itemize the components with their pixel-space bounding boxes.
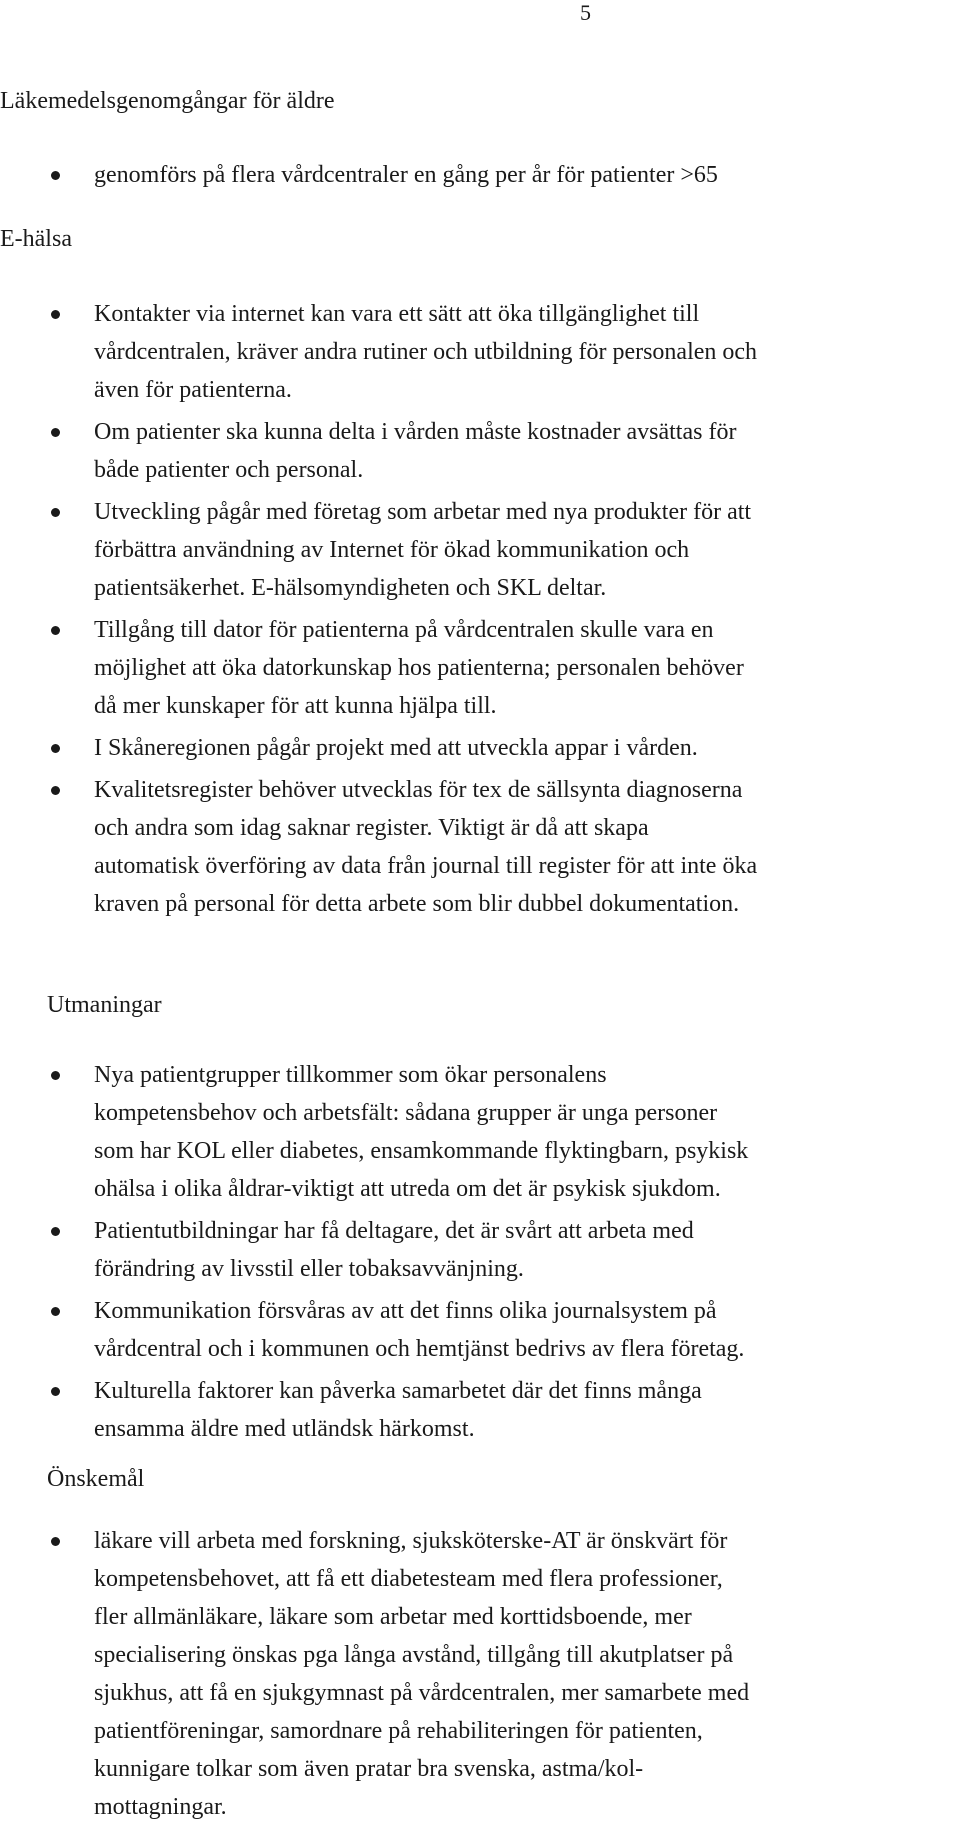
list-item: Kommunikation försvåras av att det finns olika journalsystem på vårdcentral och i kommunen och hemtjänst bedrivs av flera företag.	[0, 1292, 860, 1368]
list-item: läkare vill arbeta med forskning, sjuksköterske-AT är önskvärt för kompetensbehovet, att få ett diabetesteam med flera professioner, fler allmänläkare, läkare som arbetar med korttidsboende, mer specialisering önskas pga långa avstånd, tillgång till akutplatser på sjukhus, att få en sjukgymnast på vårdcentralen, mer samarbete med patientföreningar, samordnare på rehabiliteringen för patienten, kunnigare tolkar som även pratar bra svenska, astma/kol- mottagningar.	[0, 1522, 860, 1826]
heading-e-halsa: E-hälsa	[0, 226, 72, 252]
list-item: Om patienter ska kunna delta i vården måste kostnader avsättas för både patienter och personal.	[0, 413, 860, 489]
heading-onskemal: Önskemål	[47, 1466, 145, 1492]
list-utmaningar	[0, 1056, 960, 1448]
page-number: 5	[580, 0, 591, 25]
list-e-halsa	[0, 295, 960, 923]
list-onskemal	[0, 1522, 960, 1826]
list-item: Kontakter via internet kan vara ett sätt att öka tillgänglighet till vårdcentralen, kräver andra rutiner och utbildning för personalen och även för patienterna.	[0, 295, 860, 409]
heading-lakemedelsgenomgangar: Läkemedelsgenomgångar för äldre	[0, 88, 335, 114]
list-item: Tillgång till dator för patienterna på vårdcentralen skulle vara en möjlighet att öka datorkunskap hos patienterna; personalen behöver då mer kunskaper för att kunna hjälpa till.	[0, 611, 860, 725]
list-item: Patientutbildningar har få deltagare, det är svårt att arbeta med förändring av livsstil eller tobaksavvänjning.	[0, 1212, 860, 1288]
list-item: I Skåneregionen pågår projekt med att utveckla appar i vården.	[0, 729, 860, 767]
heading-utmaningar: Utmaningar	[47, 992, 162, 1018]
list-item: Utveckling pågår med företag som arbetar med nya produkter för att förbättra användning av Internet för ökad kommunikation och patientsäkerhet. E-hälsomyndigheten och SKL deltar.	[0, 493, 860, 607]
list-item: Kvalitetsregister behöver utvecklas för tex de sällsynta diagnoserna och andra som idag saknar register. Viktigt är då att skapa automatisk överföring av data från journal till register för att inte öka kraven på personal för detta arbete som blir dubbel dokumentation.	[0, 771, 860, 923]
list-lakemedelsgenomgangar	[0, 156, 960, 194]
list-item: Nya patientgrupper tillkommer som ökar personalens kompetensbehov och arbetsfält: sådana grupper är unga personer som har KOL eller diabetes, ensamkommande flyktingbarn, psykisk ohälsa i olika åldrar-viktigt att utreda om det är psykisk sjukdom.	[0, 1056, 860, 1208]
list-item: genomförs på flera vårdcentraler en gång per år för patienter >65	[0, 156, 860, 194]
list-item: Kulturella faktorer kan påverka samarbetet där det finns många ensamma äldre med utländsk härkomst.	[0, 1372, 860, 1448]
